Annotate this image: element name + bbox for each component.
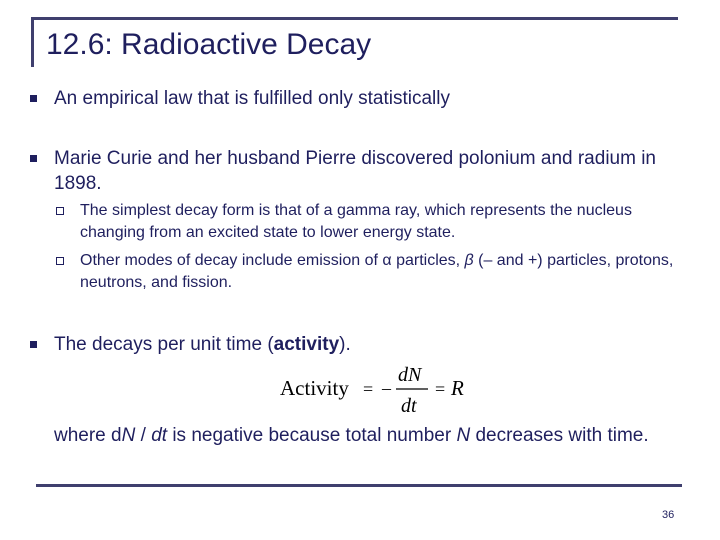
bullet-text: Marie Curie and her husband Pierre discovered polonium and radium in 1898. [54,148,656,194]
sub-bullet-text-part: (– and +) particles, protons, neutrons, and fission. [80,252,674,291]
formula-numerator: dN [398,364,422,386]
explanation-part: is negative because total number [167,425,457,446]
sub-bullet-square-icon [56,207,64,215]
var-dt: dt [151,425,168,446]
explanation-part: decreases with time. [470,425,649,446]
slide-title: 12.6: Radioactive Decay [46,28,372,61]
sub-bullet-text-part: Other modes of decay include emission of α particles, [80,252,465,269]
sub-bullet-text: The simplest decay form is that of a gamma ray, which represents the nucleus changing from an excited state to lower energy state. [80,202,632,241]
title-frame-left [31,17,34,67]
sub-bullet-square-icon [56,257,64,265]
bullet-text-part: The decays per unit time ( [54,334,274,355]
formula-minus: – [382,378,391,398]
var-N: N [121,425,136,446]
bullet-square-icon [30,155,37,162]
explanation-part: / [135,425,152,446]
footer-divider [36,484,682,487]
bullet-text [54,332,704,357]
bullet-square-icon [30,95,37,102]
explanation-text [54,423,684,448]
page-number: 36 [662,509,675,521]
formula-rhs: R [451,376,464,400]
var-N: N [456,425,471,446]
bullet-square-icon [30,341,37,348]
bullet-text: An empirical law that is fulfilled only statistically [54,88,450,109]
explanation-part: where d [54,425,122,446]
formula-denominator: dt [401,395,417,417]
title-frame-top [31,17,678,20]
bullet-text-part: ). [339,334,351,355]
activity-formula [280,362,480,417]
formula-equals: = [435,379,446,399]
sub-bullet-text [80,250,680,294]
formula-equals: = [363,379,374,399]
formula-lhs: Activity [280,376,349,400]
activity-term: activity [273,334,340,355]
beta-symbol: β [464,252,474,269]
